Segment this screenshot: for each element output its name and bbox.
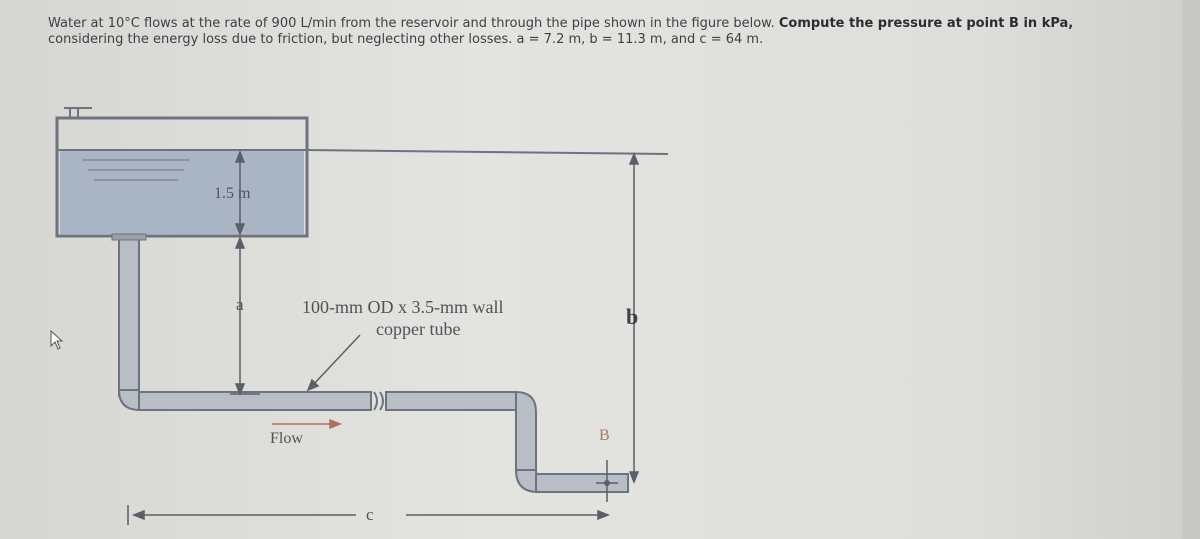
dimension-a-label: a: [236, 295, 244, 314]
vertical-pipe: [119, 236, 139, 396]
point-b-label: B: [599, 427, 610, 444]
dimension-a: [230, 238, 260, 394]
water-depth-label: 1.5 m: [214, 185, 251, 202]
pipe-label-leader: [308, 335, 360, 390]
pipe-flange: [112, 234, 146, 240]
mouse-pointer-icon: [50, 330, 64, 350]
reservoir-water: [60, 150, 304, 234]
pipe-bend-down: [516, 392, 536, 470]
pipe-break-symbol: [374, 392, 383, 410]
problem-text-part2: considering the energy loss due to friction, but neglecting other losses. a = 7.2 m, b = 11.3 m, and c = 64 m.: [48, 32, 764, 47]
pipe-label-line1: 100-mm OD x 3.5-mm wall: [302, 297, 504, 317]
problem-text-bold: Compute the pressure at point B in kPa,: [778, 16, 1074, 31]
flow-label: Flow: [270, 430, 303, 447]
problem-text-part1: Water at 10°C flows at the rate of 900 L/min from the reservoir and through the pipe shown in the figure below.: [48, 16, 779, 31]
dimension-b-label: b: [626, 304, 639, 329]
dimension-c-label: c: [366, 505, 374, 524]
pipe-label-line2: copper tube: [376, 319, 461, 339]
pipe-elbow: [119, 390, 140, 410]
flow-arrow: [272, 420, 340, 428]
horizontal-pipe-right: [386, 392, 516, 410]
pipe-bend-bottom: [516, 470, 538, 492]
reference-level-line: [307, 150, 668, 154]
